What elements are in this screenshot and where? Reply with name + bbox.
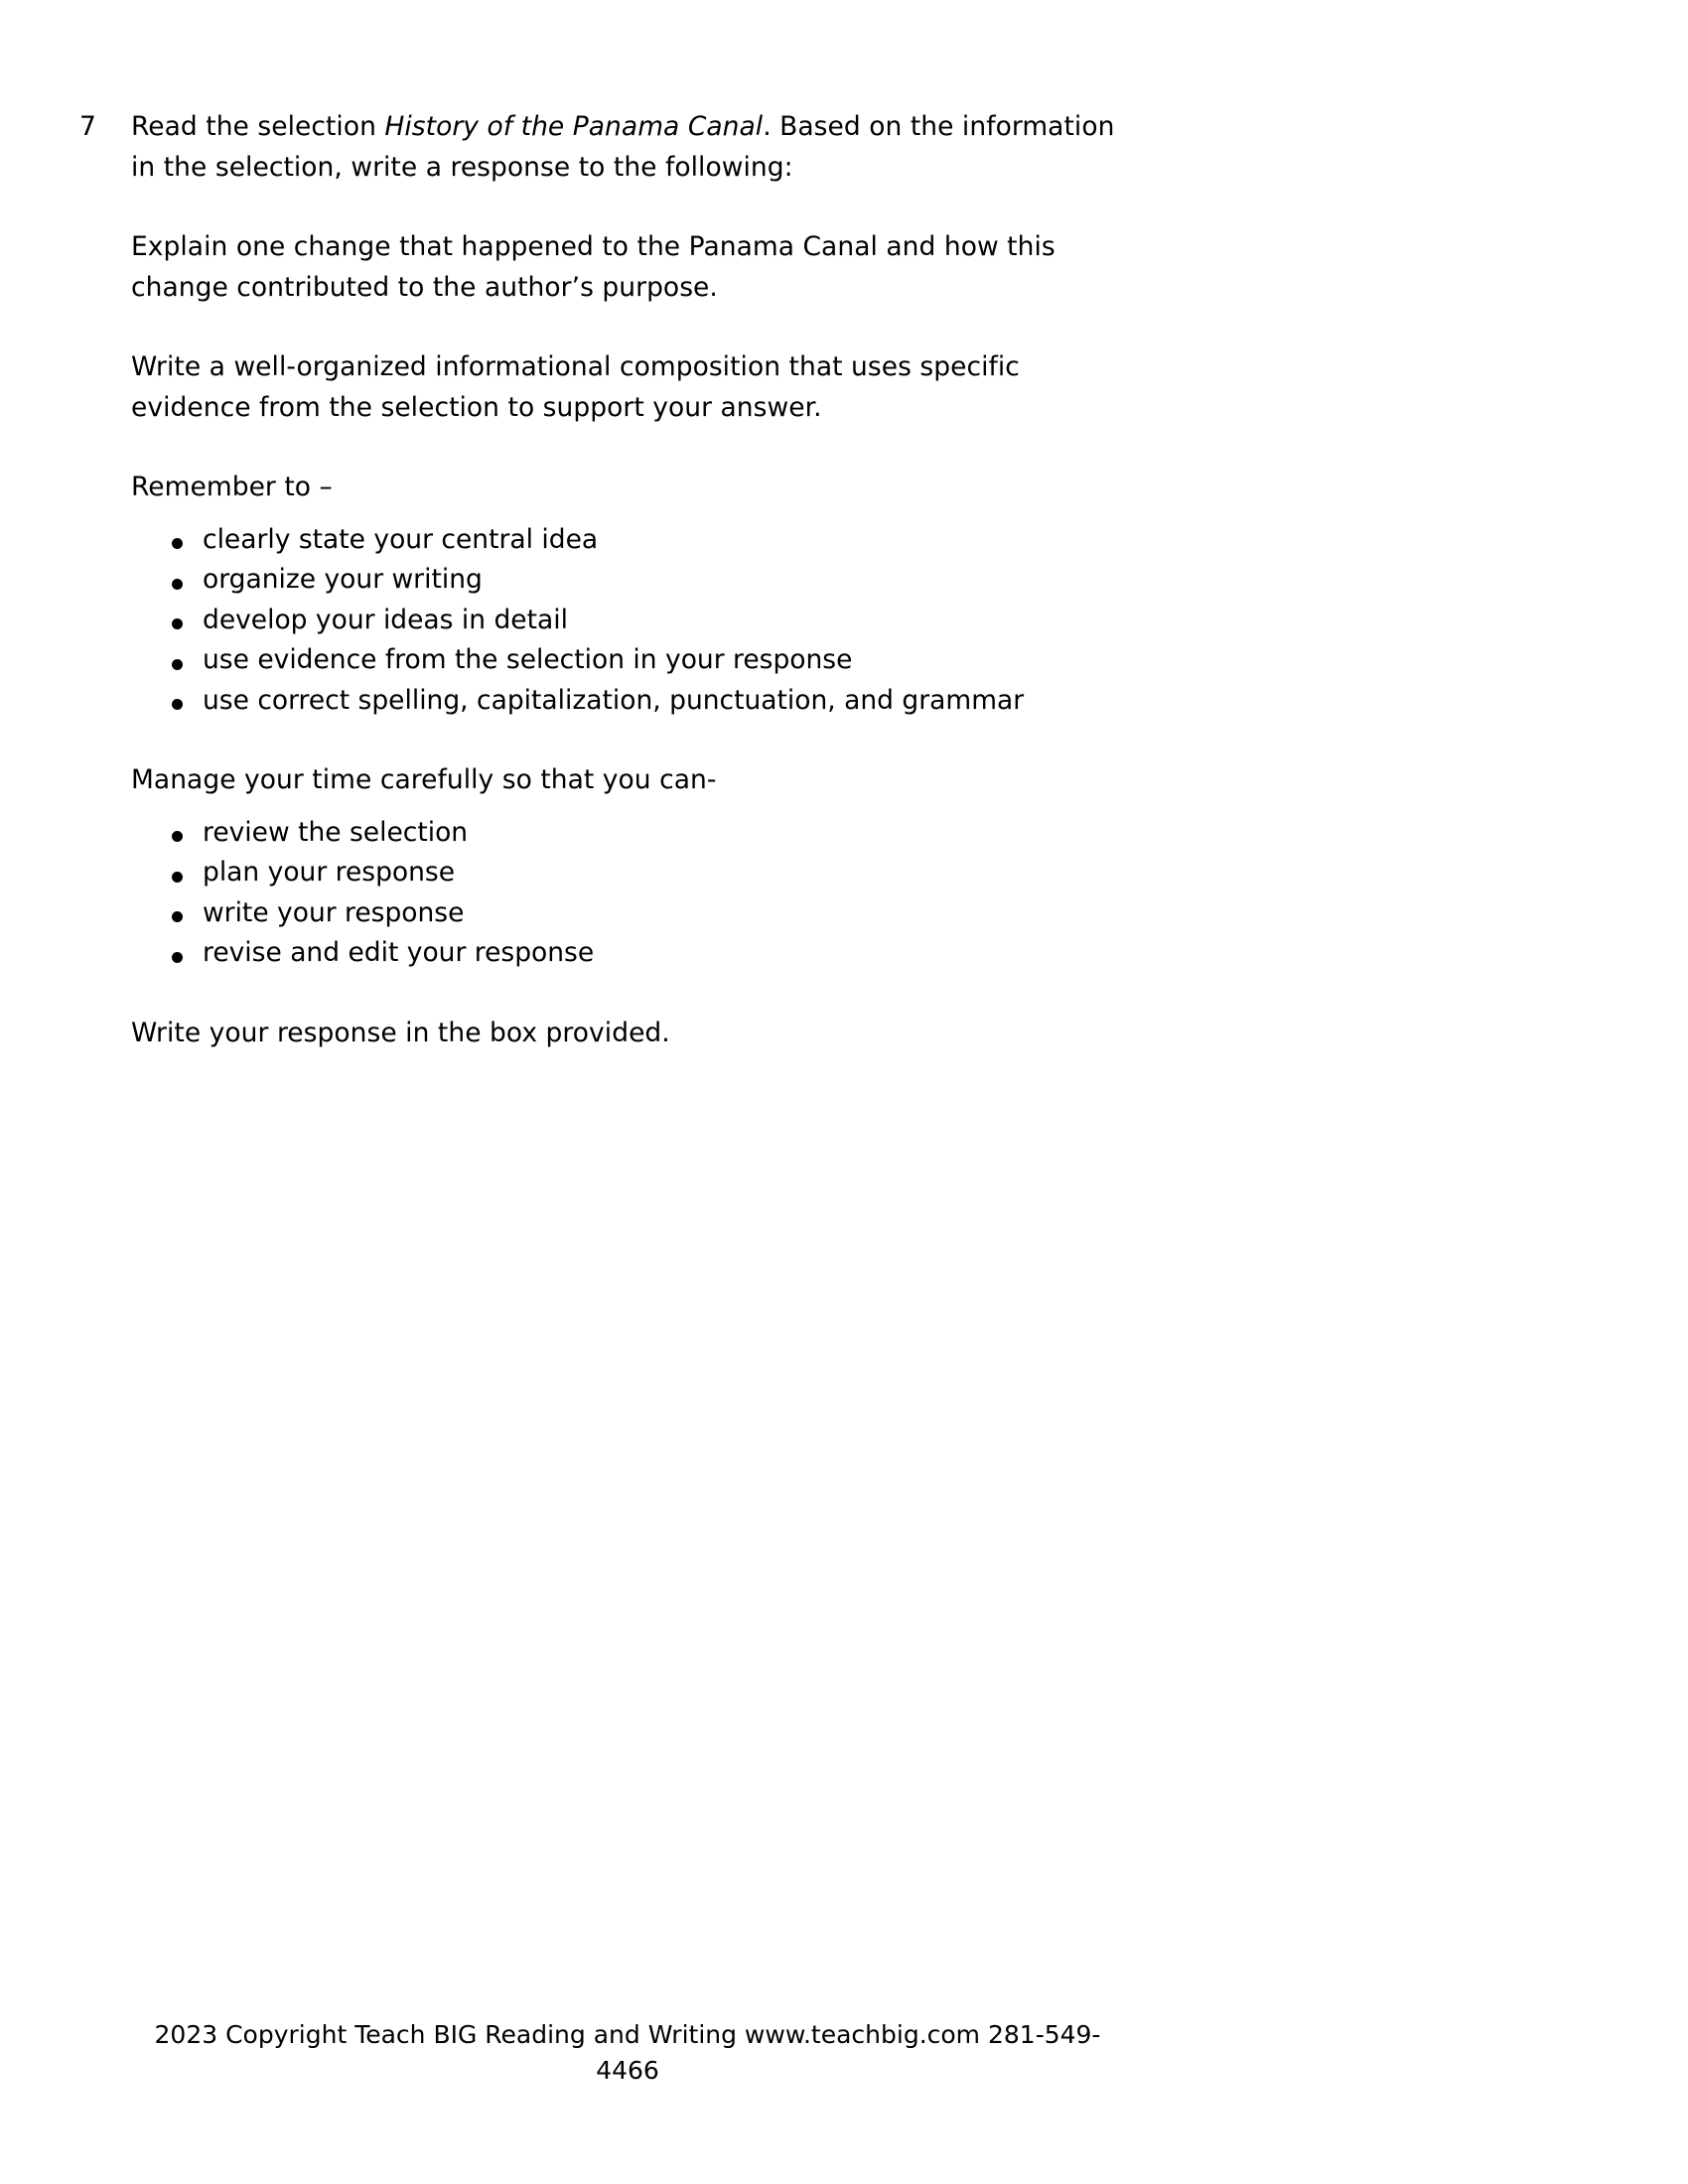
question-row (79, 107, 1390, 1053)
bullet-icon (172, 952, 183, 963)
bullet-icon (172, 579, 183, 590)
list-item (131, 601, 1390, 641)
list-item-label: write your response (203, 896, 465, 928)
prompt-intro-lead: Read the selection (131, 111, 385, 142)
list-item-label: review the selection (203, 816, 469, 848)
prompt-intro-tail: . Based on the information in the selection, write a response to the following: (131, 111, 1115, 183)
list-item-label: develop your ideas in detail (203, 604, 568, 635)
list-item-label: clearly state your central idea (203, 523, 599, 555)
question-block (79, 107, 1390, 1053)
manage-time-list (131, 813, 1390, 974)
bullet-icon (172, 659, 183, 670)
prompt-directions-paragraph: Write a well-organized informational composition that uses specific evidence from the selection to support your answer. (131, 351, 1020, 423)
list-item-label: use correct spelling, capitalization, punctuation, and grammar (203, 684, 1025, 716)
question-number: 7 (79, 111, 96, 142)
prompt-intro-paragraph (131, 107, 1124, 188)
bullet-icon (172, 872, 183, 883)
list-item (131, 813, 1390, 854)
closing-instruction: Write your response in the box provided. (131, 1017, 670, 1048)
bullet-icon (172, 911, 183, 922)
list-item (131, 560, 1390, 601)
bullet-icon (172, 699, 183, 710)
list-item (131, 640, 1390, 681)
manage-time-heading: Manage your time carefully so that you can- (131, 764, 717, 795)
list-item-label: plan your response (203, 857, 456, 887)
list-item (131, 893, 1390, 934)
question-body (131, 107, 1390, 1053)
list-item (131, 520, 1390, 561)
list-item-label: organize your writing (203, 564, 483, 595)
bullet-icon (172, 618, 183, 629)
remember-list (131, 520, 1390, 722)
prompt-task-paragraph: Explain one change that happened to the Panama Canal and how this change contributed to the author’s purpose. (131, 231, 1055, 303)
bullet-icon (172, 831, 183, 842)
page-footer: 2023 Copyright Teach BIG Reading and Writing www.teachbig.com 281-549-4466 (154, 2020, 1101, 2085)
list-item (131, 933, 1390, 974)
list-item (131, 681, 1390, 722)
selection-title: History of the Panama Canal (384, 111, 764, 142)
list-item-label: use evidence from the selection in your response (203, 644, 853, 675)
remember-heading: Remember to – (131, 472, 333, 502)
bullet-icon (172, 538, 183, 549)
list-item (131, 853, 1390, 893)
list-item-label: revise and edit your response (203, 937, 595, 968)
